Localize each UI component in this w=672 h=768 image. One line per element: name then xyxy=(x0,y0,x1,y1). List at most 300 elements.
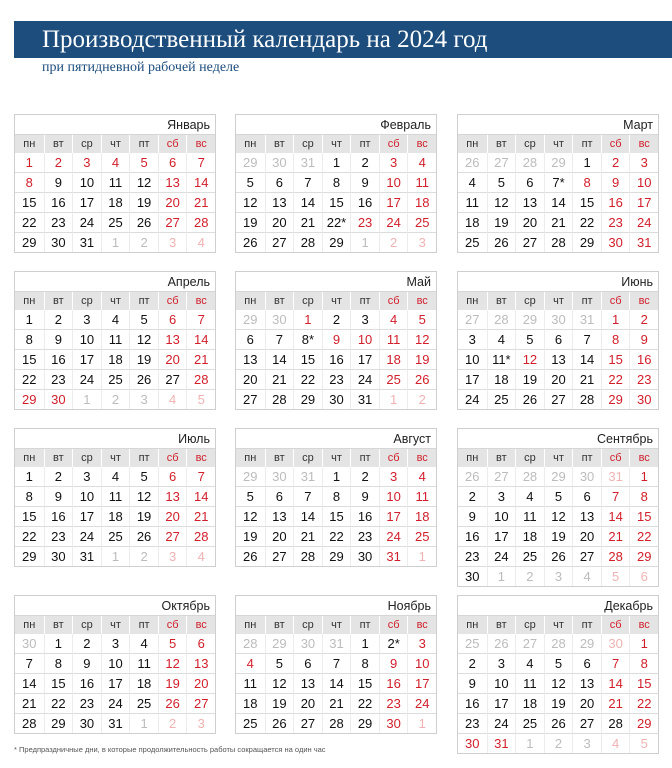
day-cell: 20 xyxy=(515,213,544,233)
weekday-header: пт xyxy=(350,449,379,467)
day-cell: 8* xyxy=(293,330,322,350)
weekday-header: ср xyxy=(293,135,322,153)
weekday-header: вт xyxy=(265,292,294,310)
day-cell: 25 xyxy=(243,716,258,731)
day-cell: 20 xyxy=(572,694,601,714)
adjacent-month-day: 1 xyxy=(407,547,436,566)
adjacent-month-day: 30 xyxy=(293,634,322,654)
day-cell: 26 xyxy=(243,235,258,250)
day-cell: 11 xyxy=(129,654,158,674)
holiday-day: 29 xyxy=(629,714,658,734)
adjacent-month-day: 2 xyxy=(407,390,436,409)
holiday-day: 29 xyxy=(601,390,630,409)
holiday-day: 30 xyxy=(379,714,408,733)
holiday-day: 2 xyxy=(629,310,658,330)
weekday-header: ср xyxy=(293,292,322,310)
weekday-header: ср xyxy=(515,292,544,310)
holiday-day: 6 xyxy=(158,310,187,330)
day-cell: 7* xyxy=(544,173,573,193)
adjacent-month-day: 30 xyxy=(572,467,601,487)
weekday-header: пт xyxy=(129,449,158,467)
holiday-day: 31 xyxy=(487,734,516,753)
holiday-day: 7 xyxy=(601,487,630,507)
holiday-day: 5 xyxy=(158,634,187,654)
day-cell: 26 xyxy=(515,390,544,409)
day-cell: 19 xyxy=(544,527,573,547)
weekday-header: вт xyxy=(265,135,294,153)
day-cell: 30 xyxy=(44,233,73,252)
calendar-title: Производственный календарь на 2024 год xyxy=(14,21,672,58)
weekday-header: пн xyxy=(15,616,44,634)
day-cell: 8 xyxy=(322,173,351,193)
weekday-header: вс xyxy=(629,135,658,153)
day-cell: 6 xyxy=(515,173,544,193)
holiday-day: 22 xyxy=(601,370,630,390)
adjacent-month-day: 3 xyxy=(158,547,187,566)
holiday-day: 9 xyxy=(601,173,630,193)
holiday-day: 4 xyxy=(379,310,408,330)
day-cell: 11 xyxy=(458,193,487,213)
month-block xyxy=(457,114,659,253)
day-cell: 18 xyxy=(515,527,544,547)
day-cell: 31 xyxy=(72,233,101,252)
day-cell: 30 xyxy=(322,390,351,409)
day-cell: 5 xyxy=(129,310,158,330)
holiday-day: 27 xyxy=(158,213,187,233)
day-cell: 10 xyxy=(487,507,516,527)
weekday-header: чт xyxy=(544,135,573,153)
day-cell: 6 xyxy=(544,330,573,350)
month-name: Март xyxy=(458,115,658,135)
month-name: Февраль xyxy=(236,115,436,135)
weekday-header: вс xyxy=(407,292,436,310)
day-cell: 8 xyxy=(44,654,73,674)
weekday-header: сб xyxy=(601,616,630,634)
month-block xyxy=(235,428,437,567)
weekday-header: пт xyxy=(572,616,601,634)
day-cell: 8 xyxy=(350,654,379,674)
day-cell: 11 xyxy=(236,674,265,694)
day-cell: 13 xyxy=(515,193,544,213)
adjacent-month-day: 29 xyxy=(236,153,265,173)
day-cell: 15 xyxy=(15,193,44,213)
weekday-header: пн xyxy=(458,292,487,310)
holiday-day: 14 xyxy=(601,674,630,694)
holiday-day: 23 xyxy=(629,370,658,390)
holiday-day: 30 xyxy=(44,390,73,409)
weekday-header: пн xyxy=(236,135,265,153)
day-cell: 11 xyxy=(515,507,544,527)
day-cell: 21 xyxy=(572,370,601,390)
adjacent-month-day: 1 xyxy=(101,547,130,566)
holiday-day: 10 xyxy=(350,330,379,350)
day-cell: 4 xyxy=(458,173,487,193)
month-name: Январь xyxy=(15,115,215,135)
weekday-header: сб xyxy=(379,292,408,310)
day-cell: 15 xyxy=(572,193,601,213)
weekday-header: вс xyxy=(629,292,658,310)
adjacent-month-day: 31 xyxy=(293,467,322,487)
month-name: Июль xyxy=(15,429,215,449)
weekday-header: чт xyxy=(101,616,130,634)
month-grid xyxy=(236,135,436,252)
day-cell: 2 xyxy=(458,487,487,507)
day-cell: 17 xyxy=(72,193,101,213)
day-cell: 1 xyxy=(572,153,601,173)
weekday-header: вс xyxy=(629,449,658,467)
day-cell: 16 xyxy=(72,674,101,694)
day-cell: 3 xyxy=(458,330,487,350)
month-block xyxy=(14,271,216,410)
holiday-day: 6 xyxy=(158,153,187,173)
day-cell: 12 xyxy=(544,507,573,527)
day-cell: 16 xyxy=(458,527,487,547)
day-cell: 17 xyxy=(72,350,101,370)
weekday-header: чт xyxy=(322,616,351,634)
weekday-header: чт xyxy=(101,292,130,310)
holiday-day: 25 xyxy=(407,213,436,233)
day-cell: 17 xyxy=(72,507,101,527)
day-cell: 29 xyxy=(322,233,351,252)
holiday-day: 9 xyxy=(322,330,351,350)
holiday-day: 4 xyxy=(407,467,436,487)
day-cell: 13 xyxy=(293,674,322,694)
day-cell: 24 xyxy=(350,370,379,390)
holiday-day: 12 xyxy=(515,350,544,370)
holiday-day: 7 xyxy=(186,153,215,173)
day-cell: 28 xyxy=(265,390,294,409)
day-cell: 26 xyxy=(129,213,158,233)
holiday-day: 7 xyxy=(601,654,630,674)
day-cell: 3 xyxy=(101,634,130,654)
day-cell: 23 xyxy=(72,694,101,714)
weekday-header: пт xyxy=(572,292,601,310)
day-cell: 27 xyxy=(158,370,187,390)
holiday-day: 16 xyxy=(379,674,408,694)
day-cell: 12 xyxy=(129,330,158,350)
holiday-day: 24 xyxy=(379,527,408,547)
day-cell: 28 xyxy=(293,233,322,252)
holiday-day: 6 xyxy=(186,634,215,654)
adjacent-month-day: 30 xyxy=(265,310,294,330)
day-cell: 16 xyxy=(350,507,379,527)
day-cell: 23 xyxy=(44,370,73,390)
day-cell: 8 xyxy=(15,487,44,507)
weekday-header: вс xyxy=(186,616,215,634)
day-cell: 6 xyxy=(572,487,601,507)
adjacent-month-day: 2 xyxy=(101,390,130,409)
day-cell: 23 xyxy=(44,213,73,233)
day-cell: 18 xyxy=(515,694,544,714)
day-cell: 28 xyxy=(572,390,601,409)
day-cell: 26 xyxy=(544,714,573,734)
day-cell: 7 xyxy=(322,654,351,674)
day-cell: 20 xyxy=(265,527,294,547)
holiday-day: 4 xyxy=(101,153,130,173)
day-cell: 17 xyxy=(350,350,379,370)
day-cell: 9 xyxy=(44,173,73,193)
day-cell: 6 xyxy=(265,173,294,193)
month-grid xyxy=(458,292,658,409)
month-name: Сентябрь xyxy=(458,429,658,449)
day-cell: 9 xyxy=(44,330,73,350)
day-cell: 19 xyxy=(544,694,573,714)
day-cell: 13 xyxy=(236,350,265,370)
month-block xyxy=(14,428,216,567)
month-block xyxy=(457,595,659,754)
day-cell: 4 xyxy=(129,634,158,654)
adjacent-month-day: 1 xyxy=(407,714,436,733)
adjacent-month-day: 26 xyxy=(458,467,487,487)
weekday-header: пт xyxy=(129,292,158,310)
weekday-header: чт xyxy=(544,449,573,467)
adjacent-month-day: 29 xyxy=(236,467,265,487)
holiday-day: 20 xyxy=(158,350,187,370)
weekday-header: пн xyxy=(458,616,487,634)
day-cell: 28 xyxy=(544,233,573,252)
holiday-day: 13 xyxy=(158,487,187,507)
adjacent-month-day: 29 xyxy=(572,634,601,654)
adjacent-month-day: 3 xyxy=(407,233,436,252)
day-cell: 28 xyxy=(322,714,351,733)
month-grid xyxy=(15,616,215,733)
adjacent-month-day: 4 xyxy=(572,567,601,586)
adjacent-month-day: 1 xyxy=(350,233,379,252)
weekday-header: сб xyxy=(379,135,408,153)
month-name: Июнь xyxy=(458,272,658,292)
day-cell: 28 xyxy=(293,547,322,566)
weekday-header: пт xyxy=(572,449,601,467)
day-cell: 15 xyxy=(322,507,351,527)
holiday-day: 6 xyxy=(158,467,187,487)
month-name: Октябрь xyxy=(15,596,215,616)
day-cell: 2 xyxy=(44,467,73,487)
holiday-day: 8 xyxy=(15,173,44,193)
day-cell: 19 xyxy=(515,370,544,390)
weekday-header: пн xyxy=(15,292,44,310)
adjacent-month-day: 27 xyxy=(487,153,516,173)
weekday-header: пн xyxy=(236,449,265,467)
holiday-day: 18 xyxy=(379,350,408,370)
day-cell: 16 xyxy=(44,193,73,213)
day-cell: 7 xyxy=(293,487,322,507)
day-cell: 10 xyxy=(72,487,101,507)
day-cell: 19 xyxy=(487,213,516,233)
day-cell: 12 xyxy=(129,173,158,193)
weekday-header: ср xyxy=(515,616,544,634)
adjacent-month-day: 4 xyxy=(601,734,630,753)
day-cell: 28 xyxy=(601,714,630,734)
weekday-header: вт xyxy=(487,449,516,467)
month-grid xyxy=(236,449,436,566)
day-cell: 17 xyxy=(458,370,487,390)
adjacent-month-day: 29 xyxy=(265,634,294,654)
holiday-day: 29 xyxy=(629,547,658,567)
month-block xyxy=(235,595,437,734)
holiday-day: 3 xyxy=(407,634,436,654)
weekday-header: пн xyxy=(236,292,265,310)
adjacent-month-day: 1 xyxy=(72,390,101,409)
adjacent-month-day: 27 xyxy=(515,634,544,654)
day-cell: 29 xyxy=(22,549,37,564)
day-cell: 21 xyxy=(293,213,322,233)
day-cell: 11 xyxy=(101,330,130,350)
day-cell: 4 xyxy=(515,654,544,674)
weekday-header: вт xyxy=(44,616,73,634)
month-grid xyxy=(236,292,436,409)
weekday-header: ср xyxy=(72,292,101,310)
holiday-day: 3 xyxy=(379,153,408,173)
weekday-header: чт xyxy=(544,292,573,310)
day-cell: 24 xyxy=(487,547,516,567)
holiday-day: 29 xyxy=(22,392,37,407)
weekday-header: пн xyxy=(15,449,44,467)
day-cell: 2 xyxy=(458,654,487,674)
day-cell: 21 xyxy=(15,694,44,714)
day-cell: 2 xyxy=(322,310,351,330)
day-cell: 27 xyxy=(265,547,294,566)
day-cell: 4 xyxy=(101,467,130,487)
adjacent-month-day: 2 xyxy=(379,233,408,252)
weekday-header: пн xyxy=(236,616,265,634)
day-cell: 23 xyxy=(44,527,73,547)
day-cell: 13 xyxy=(572,507,601,527)
day-cell: 17 xyxy=(487,694,516,714)
holiday-day: 28 xyxy=(186,370,215,390)
holiday-day: 17 xyxy=(379,507,408,527)
day-cell: 6 xyxy=(236,330,265,350)
holiday-day: 14 xyxy=(186,487,215,507)
day-cell: 16 xyxy=(458,694,487,714)
holiday-day: 11 xyxy=(379,330,408,350)
day-cell: 7 xyxy=(265,330,294,350)
holiday-day: 20 xyxy=(158,507,187,527)
day-cell: 24 xyxy=(101,694,130,714)
day-cell: 22 xyxy=(44,694,73,714)
holiday-day: 2 xyxy=(601,153,630,173)
holiday-day: 9 xyxy=(629,330,658,350)
weekday-header: вс xyxy=(186,292,215,310)
day-cell: 2* xyxy=(379,634,408,654)
holiday-day: 21 xyxy=(186,350,215,370)
adjacent-month-day: 28 xyxy=(544,634,573,654)
weekday-header: вт xyxy=(44,449,73,467)
month-block xyxy=(14,595,216,734)
day-cell: 9 xyxy=(458,507,487,527)
day-cell: 3 xyxy=(487,487,516,507)
day-cell: 19 xyxy=(129,350,158,370)
day-cell: 14 xyxy=(572,350,601,370)
holiday-day: 10 xyxy=(407,654,436,674)
month-name: Апрель xyxy=(15,272,215,292)
day-cell: 15 xyxy=(293,350,322,370)
day-cell: 21 xyxy=(544,213,573,233)
month-grid xyxy=(458,449,658,586)
adjacent-month-day: 26 xyxy=(458,153,487,173)
day-cell: 23 xyxy=(350,527,379,547)
weekday-header: ср xyxy=(293,449,322,467)
holiday-day: 13 xyxy=(158,173,187,193)
holiday-day: 12 xyxy=(407,330,436,350)
adjacent-month-day: 2 xyxy=(129,233,158,252)
day-cell: 11 xyxy=(101,173,130,193)
day-cell: 31 xyxy=(101,714,130,733)
holiday-day: 18 xyxy=(407,193,436,213)
weekday-header: сб xyxy=(158,449,187,467)
day-cell: 22 xyxy=(322,527,351,547)
holiday-day: 25 xyxy=(407,527,436,547)
day-cell: 19 xyxy=(129,193,158,213)
day-cell: 25 xyxy=(129,694,158,714)
day-cell: 19 xyxy=(236,527,265,547)
day-cell: 3 xyxy=(72,310,101,330)
day-cell: 24 xyxy=(72,213,101,233)
holiday-day: 3 xyxy=(72,153,101,173)
day-cell: 1 xyxy=(322,153,351,173)
holiday-day: 15 xyxy=(629,674,658,694)
month-name: Декабрь xyxy=(458,596,658,616)
holiday-day: 2 xyxy=(44,153,73,173)
day-cell: 22 xyxy=(15,527,44,547)
adjacent-month-day: 3 xyxy=(158,233,187,252)
day-cell: 10 xyxy=(101,654,130,674)
holiday-day: 1 xyxy=(629,634,658,654)
day-cell: 29 xyxy=(322,547,351,566)
day-cell: 30 xyxy=(72,714,101,733)
adjacent-month-day: 28 xyxy=(236,634,265,654)
day-cell: 29 xyxy=(293,390,322,409)
day-cell: 14 xyxy=(293,507,322,527)
holiday-day: 23 xyxy=(601,213,630,233)
adjacent-month-day: 2 xyxy=(515,567,544,586)
day-cell: 3 xyxy=(487,654,516,674)
day-cell: 24 xyxy=(465,392,480,407)
holiday-day: 8 xyxy=(629,654,658,674)
holiday-day: 10 xyxy=(629,173,658,193)
day-cell: 9 xyxy=(458,674,487,694)
month-grid xyxy=(15,135,215,252)
day-cell: 11* xyxy=(487,350,516,370)
holiday-day: 26 xyxy=(407,370,436,390)
weekday-header: вс xyxy=(407,449,436,467)
holiday-day: 17 xyxy=(407,674,436,694)
day-cell: 20 xyxy=(293,694,322,714)
holiday-day: 22 xyxy=(629,694,658,714)
day-cell: 6 xyxy=(265,487,294,507)
adjacent-month-day: 1 xyxy=(129,714,158,733)
adjacent-month-day: 5 xyxy=(601,567,630,586)
holiday-day: 26 xyxy=(158,694,187,714)
adjacent-month-day: 3 xyxy=(186,714,215,733)
day-cell: 4 xyxy=(101,310,130,330)
weekday-header: вт xyxy=(44,135,73,153)
month-grid xyxy=(458,135,658,252)
day-cell: 28 xyxy=(22,716,37,731)
weekday-header: сб xyxy=(601,135,630,153)
day-cell: 25 xyxy=(465,235,480,250)
day-cell: 1 xyxy=(350,634,379,654)
adjacent-month-day: 31 xyxy=(601,467,630,487)
holiday-day: 13 xyxy=(186,654,215,674)
adjacent-month-day: 29 xyxy=(544,153,573,173)
holiday-day: 21 xyxy=(601,694,630,714)
day-cell: 24 xyxy=(72,370,101,390)
adjacent-month-day: 1 xyxy=(487,567,516,586)
holiday-day: 28 xyxy=(186,527,215,547)
day-cell: 15 xyxy=(322,193,351,213)
weekday-header: пн xyxy=(458,449,487,467)
holiday-day: 20 xyxy=(158,193,187,213)
